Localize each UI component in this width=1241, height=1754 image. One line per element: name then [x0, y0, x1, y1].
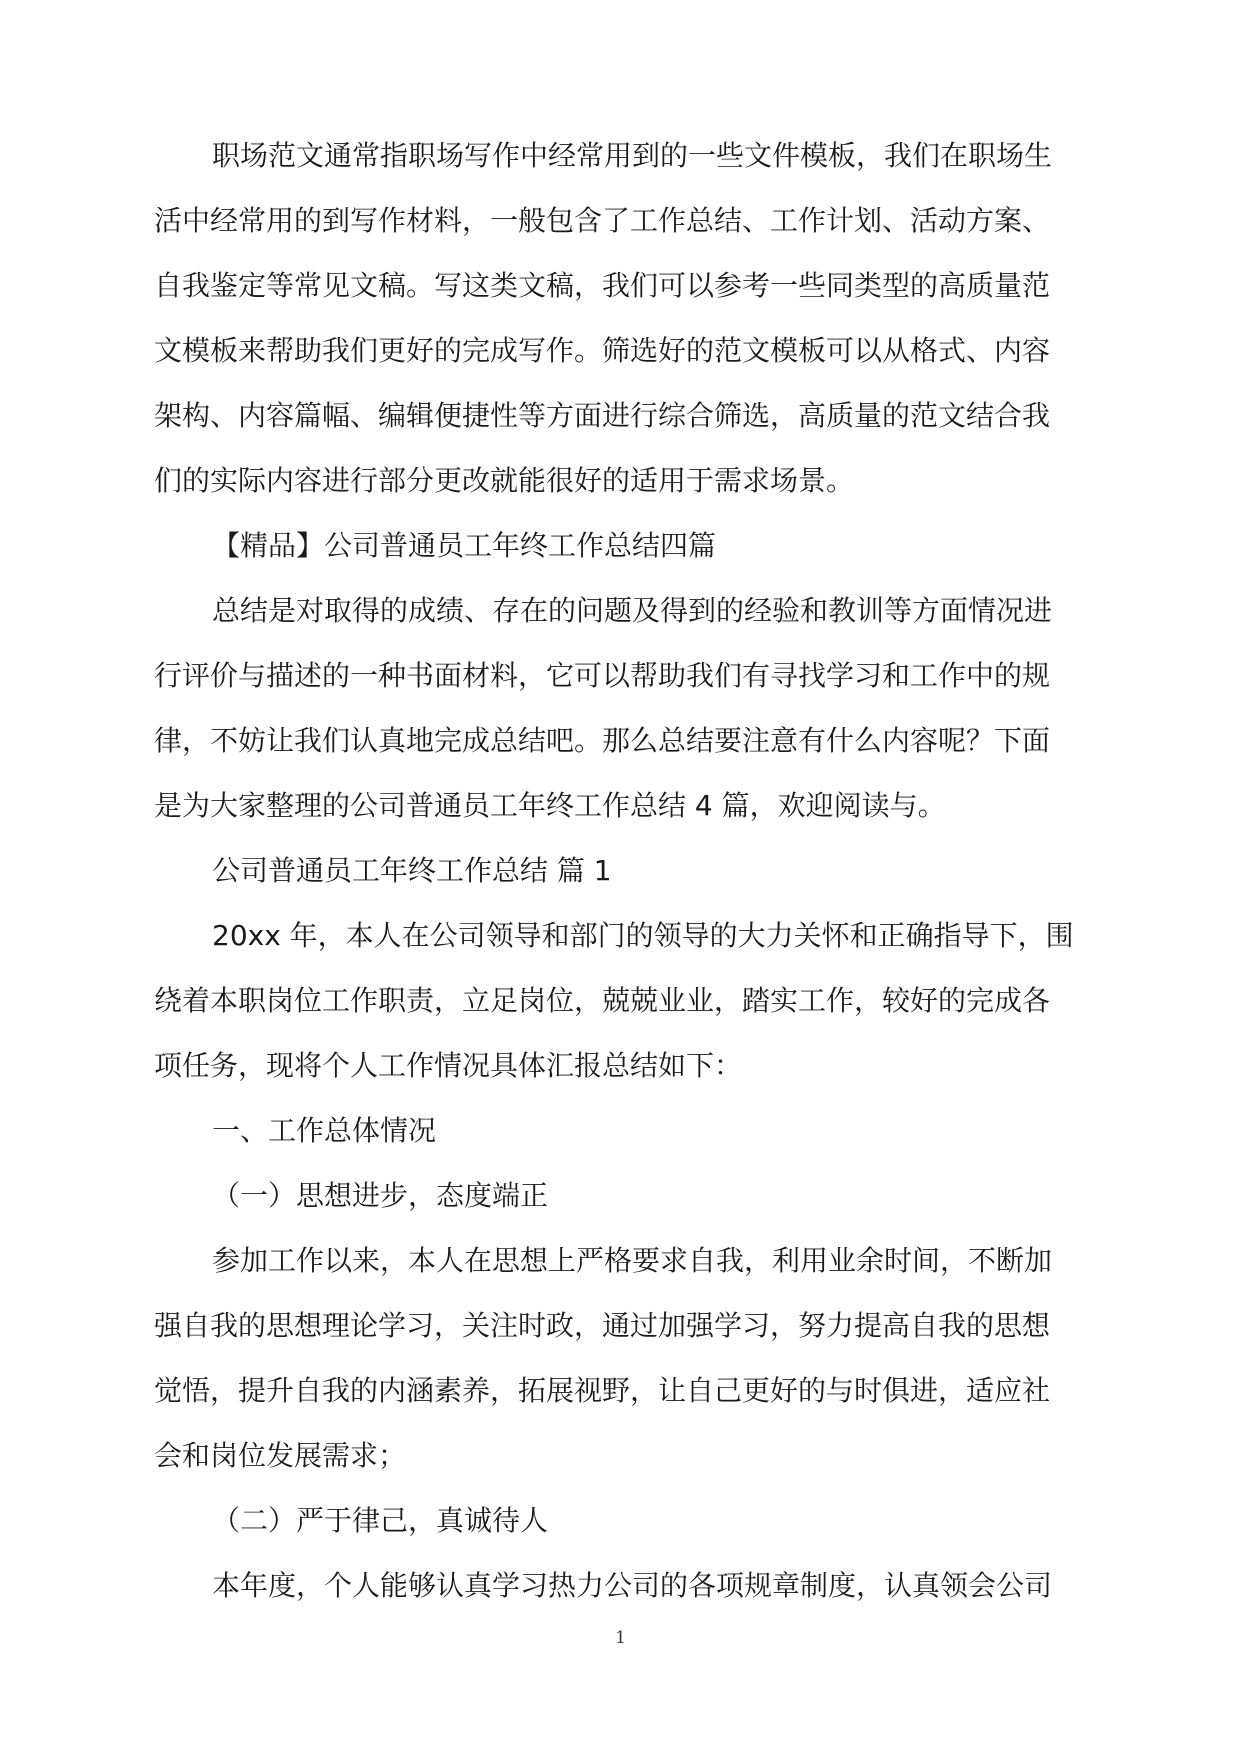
text-line: 参加工作以来，本人在思想上严格要求自我，利用业余时间，不断加 [212, 1244, 1053, 1277]
text-line: 20xx 年，本人在公司领导和部门的领导的大力关怀和正确指导下，围 [212, 919, 1074, 952]
text-line: 们的实际内容进行部分更改就能很好的适用于需求场景。 [154, 464, 855, 497]
text-line: 文模板来帮助我们更好的完成写作。筛选好的范文模板可以从格式、内容 [154, 334, 1051, 367]
subsection-heading: （一）思想进步，态度端正 [212, 1179, 549, 1212]
text-line: 项任务，现将个人工作情况具体汇报总结如下： [154, 1049, 743, 1082]
subsection-heading: （二）严于律己，真诚待人 [212, 1504, 549, 1537]
article-title: 【精品】公司普通员工年终工作总结四篇 [212, 529, 717, 562]
text-line: 觉悟，提升自我的内涵素养，拓展视野，让自己更好的与时俱进，适应社 [154, 1374, 1051, 1407]
section-heading: 一、工作总体情况 [212, 1114, 437, 1147]
text-line: 行评价与描述的一种书面材料，它可以帮助我们有寻找学习和工作中的规 [154, 659, 1051, 692]
text-line: 会和岗位发展需求； [154, 1439, 407, 1472]
text-line: 本年度，个人能够认真学习热力公司的各项规章制度，认真领会公司 [212, 1569, 1053, 1602]
text-line: 架构、内容篇幅、编辑便捷性等方面进行综合筛选，高质量的范文结合我 [154, 399, 1051, 432]
text-line: 绕着本职岗位工作职责，立足岗位，兢兢业业，踏实工作，较好的完成各 [154, 984, 1051, 1017]
section-heading: 公司普通员工年终工作总结 篇 1 [212, 854, 612, 887]
text-line: 职场范文通常指职场写作中经常用到的一些文件模板，我们在职场生 [212, 139, 1053, 172]
text-line: 活中经常用的到写作材料，一般包含了工作总结、工作计划、活动方案、 [154, 204, 1051, 237]
text-line: 是为大家整理的公司普通员工年终工作总结 4 篇，欢迎阅读与。 [154, 789, 946, 822]
text-line: 自我鉴定等常见文稿。写这类文稿，我们可以参考一些同类型的高质量范 [154, 269, 1051, 302]
page-number: 1 [615, 1628, 626, 1648]
text-line: 总结是对取得的成绩、存在的问题及得到的经验和教训等方面情况进 [212, 594, 1053, 627]
text-line: 律，不妨让我们认真地完成总结吧。那么总结要注意有什么内容呢？下面 [154, 724, 1051, 757]
text-line: 强自我的思想理论学习，关注时政，通过加强学习，努力提高自我的思想 [154, 1309, 1051, 1342]
document-body [154, 123, 1088, 1618]
